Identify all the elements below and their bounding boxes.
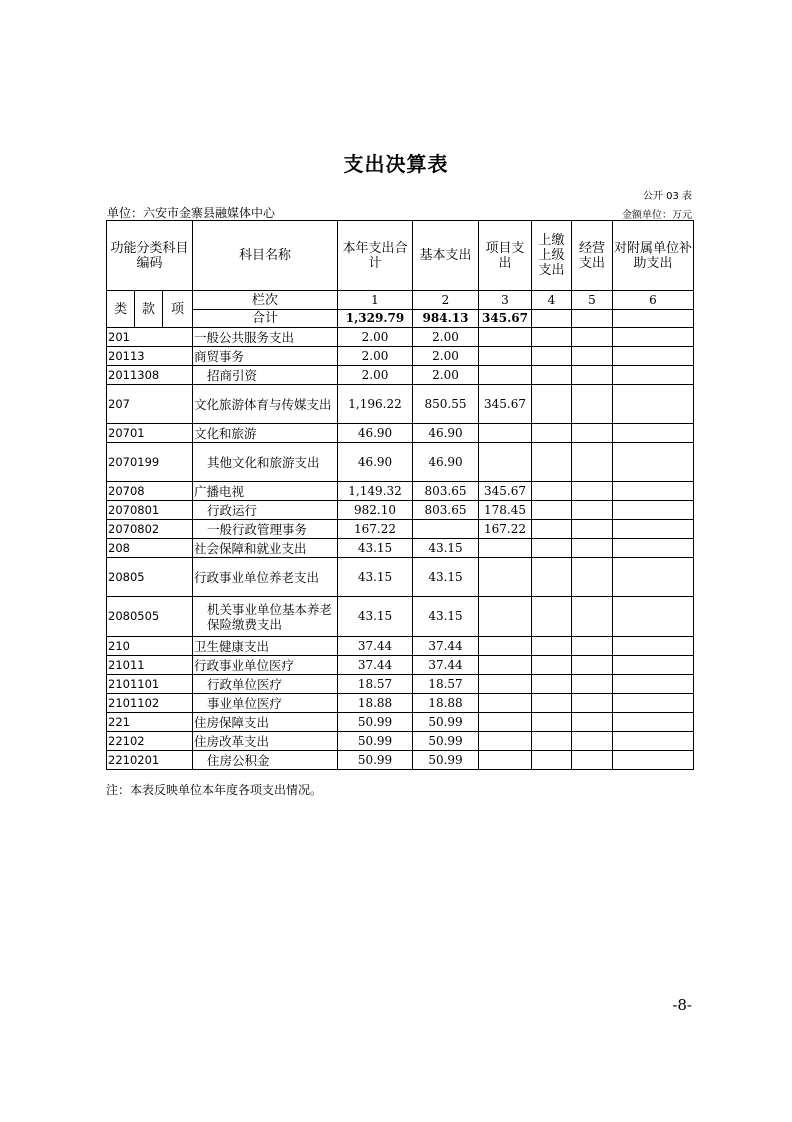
basic-expenditure: [413, 520, 479, 539]
column-number: 3: [479, 291, 532, 310]
subject-code: 207: [107, 385, 193, 424]
lanci-label: 栏次: [193, 291, 338, 310]
table-row: [107, 385, 694, 424]
subject-name: 行政事业单位养老支出: [193, 558, 338, 597]
form-number: 公开 03 表: [642, 191, 692, 202]
subject-name: 行政运行: [193, 501, 338, 520]
upper-expenditure: [532, 424, 572, 443]
subject-name: 机关事业单位基本养老保险缴费支出: [193, 597, 338, 637]
expenditure-table: [106, 220, 694, 770]
business-expenditure: [572, 328, 613, 347]
subsidiary-expenditure: [613, 424, 694, 443]
total-expenditure: 2.00: [338, 366, 413, 385]
upper-expenditure: [532, 482, 572, 501]
project-expenditure: 178.45: [479, 501, 532, 520]
subject-code: 20701: [107, 424, 193, 443]
total-expenditure: 50.99: [338, 751, 413, 770]
total-expenditure: 2.00: [338, 328, 413, 347]
upper-expenditure: [532, 732, 572, 751]
subject-code: 210: [107, 637, 193, 656]
business-expenditure: [572, 597, 613, 637]
business-expenditure: [572, 443, 613, 482]
upper-expenditure: [532, 328, 572, 347]
subsidiary-expenditure: [613, 732, 694, 751]
column-number: 1: [338, 291, 413, 310]
subsidiary-expenditure: [613, 694, 694, 713]
basic-expenditure: 37.44: [413, 637, 479, 656]
subject-code: 2070199: [107, 443, 193, 482]
subject-name: 行政单位医疗: [193, 675, 338, 694]
header-row: [107, 221, 694, 291]
project-expenditure: [479, 732, 532, 751]
project-expenditure: [479, 694, 532, 713]
subject-name: 招商引资: [193, 366, 338, 385]
total-expenditure: 50.99: [338, 732, 413, 751]
subject-code: 22102: [107, 732, 193, 751]
project-expenditure: [479, 637, 532, 656]
business-expenditure: [572, 482, 613, 501]
total-amount: 1,329.79: [338, 310, 413, 328]
table-row: [107, 732, 694, 751]
business-expenditure: [572, 520, 613, 539]
subject-code: 2101102: [107, 694, 193, 713]
subject-name: 文化和旅游: [193, 424, 338, 443]
subject-name: 广播电视: [193, 482, 338, 501]
total-project: 345.67: [479, 310, 532, 328]
project-expenditure: [479, 539, 532, 558]
basic-expenditure: 50.99: [413, 713, 479, 732]
column-index-row: [107, 291, 694, 310]
business-expenditure: [572, 501, 613, 520]
total-expenditure: 2.00: [338, 347, 413, 366]
total-expenditure: 43.15: [338, 597, 413, 637]
reporting-unit: 单位：六安市金寨县融媒体中心: [107, 206, 276, 220]
table-row: [107, 443, 694, 482]
project-expenditure: [479, 656, 532, 675]
subject-name: 商贸事务: [193, 347, 338, 366]
basic-expenditure: 803.65: [413, 501, 479, 520]
business-header: 经营支出: [572, 221, 613, 291]
subject-code: 2070801: [107, 501, 193, 520]
basic-expenditure: 2.00: [413, 366, 479, 385]
subject-name: 行政事业单位医疗: [193, 656, 338, 675]
subject-code: 20805: [107, 558, 193, 597]
basic-expenditure: 46.90: [413, 424, 479, 443]
upper-expenditure: [532, 520, 572, 539]
amount-unit: 金额单位：万元: [622, 210, 692, 221]
total-label: 合计: [193, 310, 338, 328]
table-row: [107, 424, 694, 443]
subject-name: 一般行政管理事务: [193, 520, 338, 539]
total-expenditure: 46.90: [338, 424, 413, 443]
subsidiary-expenditure: [613, 385, 694, 424]
upper-expenditure: [532, 656, 572, 675]
project-header: 项目支出: [479, 221, 532, 291]
project-expenditure: [479, 424, 532, 443]
basic-expenditure: 50.99: [413, 751, 479, 770]
total-header: 本年支出合计: [338, 221, 413, 291]
name-header: 科目名称: [193, 221, 338, 291]
total-expenditure: 18.57: [338, 675, 413, 694]
table-row: [107, 694, 694, 713]
table-row: [107, 347, 694, 366]
table-row: [107, 520, 694, 539]
table-row: [107, 366, 694, 385]
basic-header: 基本支出: [413, 221, 479, 291]
table-row: [107, 597, 694, 637]
upper-expenditure: [532, 385, 572, 424]
page-title: 支出决算表: [343, 152, 449, 176]
upper-expenditure: [532, 751, 572, 770]
business-expenditure: [572, 732, 613, 751]
business-expenditure: [572, 539, 613, 558]
basic-expenditure: 50.99: [413, 732, 479, 751]
subsidiary-expenditure: [613, 328, 694, 347]
subsidiary-expenditure: [613, 443, 694, 482]
subsidiary-expenditure: [613, 520, 694, 539]
business-expenditure: [572, 637, 613, 656]
subject-code: 20708: [107, 482, 193, 501]
basic-expenditure: 2.00: [413, 328, 479, 347]
subject-code: 201: [107, 328, 193, 347]
subsidiary-expenditure: [613, 482, 694, 501]
subject-code: 2070802: [107, 520, 193, 539]
subsidiary-expenditure: [613, 675, 694, 694]
project-expenditure: [479, 558, 532, 597]
upper-expenditure: [532, 637, 572, 656]
subject-code: 221: [107, 713, 193, 732]
business-expenditure: [572, 675, 613, 694]
subject-code: 2210201: [107, 751, 193, 770]
subject-name: 一般公共服务支出: [193, 328, 338, 347]
total-expenditure: 37.44: [338, 637, 413, 656]
basic-expenditure: 18.88: [413, 694, 479, 713]
upper-expenditure: [532, 539, 572, 558]
upper-expenditure: [532, 675, 572, 694]
total-expenditure: 167.22: [338, 520, 413, 539]
total-row: [107, 310, 694, 328]
business-expenditure: [572, 385, 613, 424]
project-expenditure: [479, 366, 532, 385]
project-expenditure: 345.67: [479, 385, 532, 424]
upper-expenditure: [532, 597, 572, 637]
business-expenditure: [572, 694, 613, 713]
basic-expenditure: 43.15: [413, 597, 479, 637]
subject-code: 208: [107, 539, 193, 558]
total-expenditure: 982.10: [338, 501, 413, 520]
total-basic: 984.13: [413, 310, 479, 328]
upper-expenditure: [532, 558, 572, 597]
upper-expenditure: [532, 501, 572, 520]
table-row: [107, 558, 694, 597]
table-note: 注：本表反映单位本年度各项支出情况。: [106, 783, 323, 797]
total-expenditure: 1,149.32: [338, 482, 413, 501]
business-expenditure: [572, 347, 613, 366]
subject-name: 其他文化和旅游支出: [193, 443, 338, 482]
business-expenditure: [572, 558, 613, 597]
basic-expenditure: 46.90: [413, 443, 479, 482]
subject-name: 住房公积金: [193, 751, 338, 770]
table-row: [107, 501, 694, 520]
table-row: [107, 637, 694, 656]
column-number: 2: [413, 291, 479, 310]
upper-expenditure: [532, 443, 572, 482]
table-row: [107, 656, 694, 675]
subject-name: 事业单位医疗: [193, 694, 338, 713]
subsidiary-expenditure: [613, 347, 694, 366]
subject-name: 住房改革支出: [193, 732, 338, 751]
subject-code: 2080505: [107, 597, 193, 637]
project-expenditure: [479, 347, 532, 366]
project-expenditure: [479, 328, 532, 347]
column-number: 6: [613, 291, 694, 310]
subsidiary-expenditure: [613, 597, 694, 637]
table-row: [107, 713, 694, 732]
upper-header: 上缴上级支出: [532, 221, 572, 291]
project-expenditure: [479, 597, 532, 637]
business-expenditure: [572, 713, 613, 732]
total-expenditure: 46.90: [338, 443, 413, 482]
upper-expenditure: [532, 347, 572, 366]
project-expenditure: [479, 713, 532, 732]
upper-expenditure: [532, 713, 572, 732]
empty-cell: [532, 310, 572, 328]
column-number: 4: [532, 291, 572, 310]
business-expenditure: [572, 366, 613, 385]
total-expenditure: 50.99: [338, 713, 413, 732]
subsidiary-header: 对附属单位补助支出: [613, 221, 694, 291]
table-row: [107, 539, 694, 558]
subsidiary-expenditure: [613, 713, 694, 732]
business-expenditure: [572, 424, 613, 443]
project-expenditure: [479, 443, 532, 482]
empty-cell: [572, 310, 613, 328]
subsidiary-expenditure: [613, 656, 694, 675]
subsidiary-expenditure: [613, 558, 694, 597]
upper-expenditure: [532, 366, 572, 385]
basic-expenditure: 43.15: [413, 558, 479, 597]
page-number: -8-: [672, 996, 692, 1014]
table-row: [107, 675, 694, 694]
subject-code: 2011308: [107, 366, 193, 385]
empty-cell: [613, 310, 694, 328]
project-expenditure: 167.22: [479, 520, 532, 539]
table-row: [107, 328, 694, 347]
basic-expenditure: 850.55: [413, 385, 479, 424]
total-expenditure: 43.15: [338, 558, 413, 597]
basic-expenditure: 43.15: [413, 539, 479, 558]
business-expenditure: [572, 751, 613, 770]
subject-code: 2101101: [107, 675, 193, 694]
upper-expenditure: [532, 694, 572, 713]
table-row: [107, 751, 694, 770]
project-expenditure: [479, 751, 532, 770]
table-row: [107, 482, 694, 501]
subject-code: 20113: [107, 347, 193, 366]
basic-expenditure: 2.00: [413, 347, 479, 366]
basic-expenditure: 803.65: [413, 482, 479, 501]
subsidiary-expenditure: [613, 539, 694, 558]
xiang-header: 项: [163, 291, 193, 328]
total-expenditure: 37.44: [338, 656, 413, 675]
subject-name: 卫生健康支出: [193, 637, 338, 656]
lei-header: 类: [107, 291, 135, 328]
subsidiary-expenditure: [613, 637, 694, 656]
total-expenditure: 1,196.22: [338, 385, 413, 424]
subject-name: 住房保障支出: [193, 713, 338, 732]
business-expenditure: [572, 656, 613, 675]
subject-name: 文化旅游体育与传媒支出: [193, 385, 338, 424]
subsidiary-expenditure: [613, 366, 694, 385]
code-group-header: 功能分类科目编码: [107, 221, 193, 291]
project-expenditure: 345.67: [479, 482, 532, 501]
kuan-header: 款: [135, 291, 163, 328]
basic-expenditure: 37.44: [413, 656, 479, 675]
subject-name: 社会保障和就业支出: [193, 539, 338, 558]
subject-code: 21011: [107, 656, 193, 675]
total-expenditure: 43.15: [338, 539, 413, 558]
total-expenditure: 18.88: [338, 694, 413, 713]
project-expenditure: [479, 675, 532, 694]
column-number: 5: [572, 291, 613, 310]
subsidiary-expenditure: [613, 751, 694, 770]
basic-expenditure: 18.57: [413, 675, 479, 694]
subsidiary-expenditure: [613, 501, 694, 520]
